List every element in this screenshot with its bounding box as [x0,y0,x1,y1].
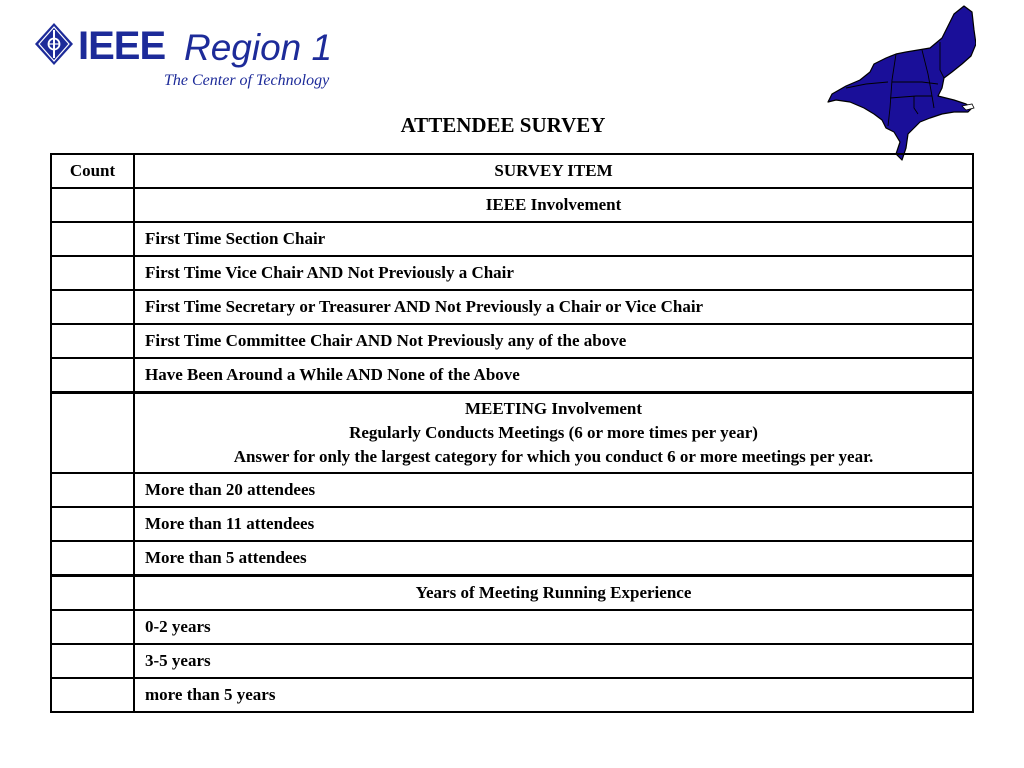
count-cell[interactable] [51,541,134,576]
count-cell[interactable] [51,222,134,256]
survey-item: 0-2 years [134,610,973,644]
survey-item-row [51,541,973,576]
survey-item-row [51,290,973,324]
tagline: The Center of Technology [164,72,330,89]
count-cell[interactable] [51,678,134,712]
survey-item: More than 20 attendees [134,473,973,507]
count-cell[interactable] [51,644,134,678]
ieee-wordmark: IEEE [78,24,166,68]
count-cell[interactable] [51,290,134,324]
count-column-header: Count [51,154,134,188]
count-cell[interactable] [51,358,134,393]
count-cell[interactable] [51,324,134,358]
section-heading [134,576,973,611]
survey-item: First Time Vice Chair AND Not Previously a Chair [134,256,973,290]
survey-item: More than 5 attendees [134,541,973,576]
survey-item-row [51,678,973,712]
section-heading-line: Answer for only the largest category for which you conduct 6 or more meetings per year. [233,447,874,466]
count-cell[interactable] [51,393,134,474]
survey-item-row [51,644,973,678]
region-name: Region 1 [184,27,333,68]
survey-item: First Time Committee Chair AND Not Previously any of the above [134,324,973,358]
survey-item-row [51,473,973,507]
count-cell[interactable] [51,576,134,611]
survey-item: Have Been Around a While AND None of the Above [134,358,973,393]
survey-item: First Time Section Chair [134,222,973,256]
survey-item: First Time Secretary or Treasurer AND Not Previously a Chair or Vice Chair [134,290,973,324]
section-heading-row [51,188,973,222]
survey-table [50,153,974,713]
survey-item-row [51,610,973,644]
ieee-region-logo [34,22,364,94]
survey-item: more than 5 years [134,678,973,712]
count-cell[interactable] [51,610,134,644]
survey-item: More than 11 attendees [134,507,973,541]
ieee-diamond-icon [34,22,74,66]
survey-item-row [51,256,973,290]
survey-item-row [51,358,973,393]
section-heading-row [51,576,973,611]
count-cell[interactable] [51,473,134,507]
survey-item-row [51,507,973,541]
survey-item: 3-5 years [134,644,973,678]
section-heading-line: MEETING Involvement [464,399,643,418]
count-cell[interactable] [51,188,134,222]
table-header-row [51,154,973,188]
northeast-us-map-icon [826,4,976,162]
section-heading-line: Years of Meeting Running Experience [415,583,692,602]
count-cell[interactable] [51,256,134,290]
survey-item-row [51,222,973,256]
survey-item-column-header: SURVEY ITEM [134,154,973,188]
page-title: ATTENDEE SURVEY [400,113,606,137]
section-heading-line: IEEE Involvement [485,195,622,214]
section-heading-line: Regularly Conducts Meetings (6 or more times per year) [349,423,758,442]
section-heading-row [51,393,973,474]
count-cell[interactable] [51,507,134,541]
survey-item-row [51,324,973,358]
section-heading [134,393,973,474]
section-heading [134,188,973,222]
